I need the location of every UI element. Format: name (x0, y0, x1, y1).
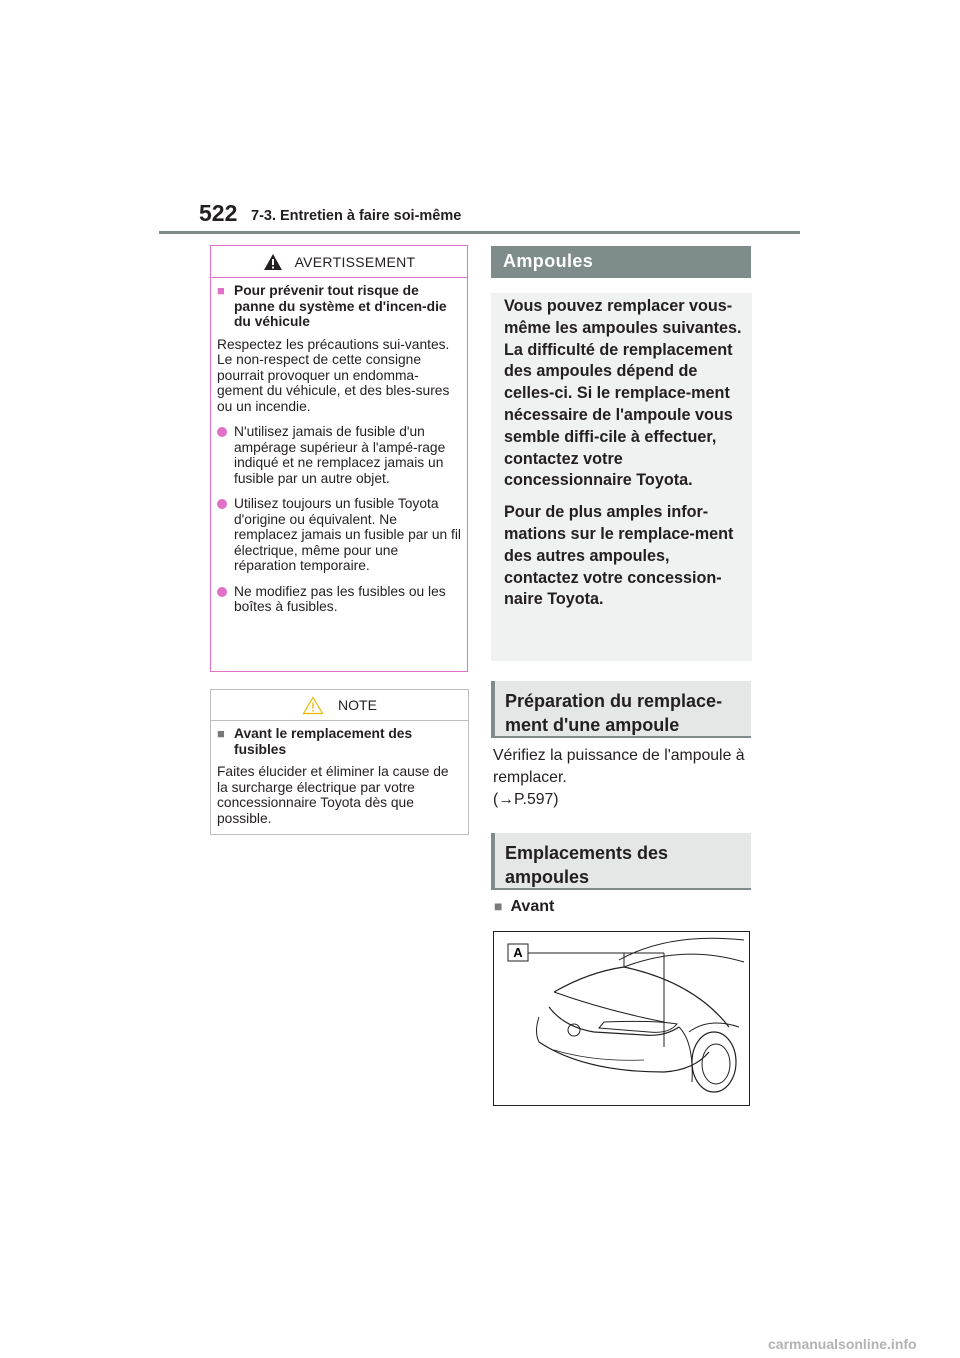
callout-label: A (513, 945, 523, 960)
preparation-heading: Préparation du remplace-ment d'une ampoule (491, 681, 751, 738)
intro-paragraph: Pour de plus amples infor-mations sur le remplace-ment des autres ampoules, contactez votre concession-naire Toyota. (504, 503, 734, 609)
note-title: NOTE (338, 697, 377, 713)
watermark: carmanualsonline.info (768, 1336, 917, 1352)
warning-box (210, 245, 468, 672)
square-bullet-icon: ■ (217, 283, 225, 298)
front-label: ■ Avant (494, 898, 555, 915)
intro-paragraph: Vous pouvez remplacer vous-même les ampoules suivantes. La difficulté de remplacement des ampoules dépend de celles-ci. Si le remplace-ment nécessaire de l'ampoule vous semble diffi-cile à effectuer, contactez votre concessionnaire Toyota. (504, 297, 742, 490)
warning-bullet: Ne modifiez pas les fusibles ou les boîtes à fusibles. (217, 584, 462, 615)
page-reference: (→P.597) (493, 791, 559, 808)
warning-bullet: N'utilisez jamais de fusible d'un ampérage supérieur à l'ampé-rage indiqué et ne remplacez jamais un fusible par un autre objet. (217, 424, 462, 486)
section-title: 7-3. Entretien à faire soi-même (251, 208, 462, 224)
emplacements-heading: Emplacements des ampoules (491, 833, 751, 890)
caution-triangle-icon (302, 696, 324, 715)
square-bullet-icon: ■ (494, 898, 503, 914)
header-rule (159, 231, 800, 234)
ampoules-title: Ampoules (491, 246, 751, 278)
ampoules-intro (491, 293, 752, 661)
warning-header (211, 246, 467, 278)
bullet-dot-icon (217, 427, 227, 437)
note-header (211, 690, 468, 721)
car-front-drawing (494, 932, 749, 1105)
car-front-illustration (493, 931, 750, 1106)
preparation-text: Vérifiez la puissance de l'ampoule à remplacer. (→P.597) (493, 745, 749, 811)
warning-bullet: Utilisez toujours un fusible Toyota d'origine ou équivalent. Ne remplacez jamais un fusible par un fil électrique, même pour une réparation temporaire. (217, 496, 462, 574)
warning-paragraph: Respectez les précautions sui-vantes. Le non-respect de cette consigne pourrait provoquer un endomma-gement du véhicule, et des bles-sures ou un incendie. (217, 336, 450, 414)
warning-heading: ■ Pour prévenir tout risque de panne du système et d'incen-die du véhicule (217, 283, 447, 329)
note-paragraph: Faites élucider et éliminer la cause de la surcharge électrique par votre concessionnaire Toyota dès que possible. (217, 764, 449, 826)
square-bullet-icon: ■ (217, 726, 225, 741)
note-heading: ■ Avant le remplacement des fusibles (217, 726, 413, 757)
warning-title: AVERTISSEMENT (294, 253, 416, 270)
warning-triangle-icon (263, 253, 283, 271)
note-box (210, 689, 469, 835)
bullet-dot-icon (217, 587, 227, 597)
page-number: 522 (199, 200, 238, 226)
bullet-dot-icon (217, 499, 227, 509)
